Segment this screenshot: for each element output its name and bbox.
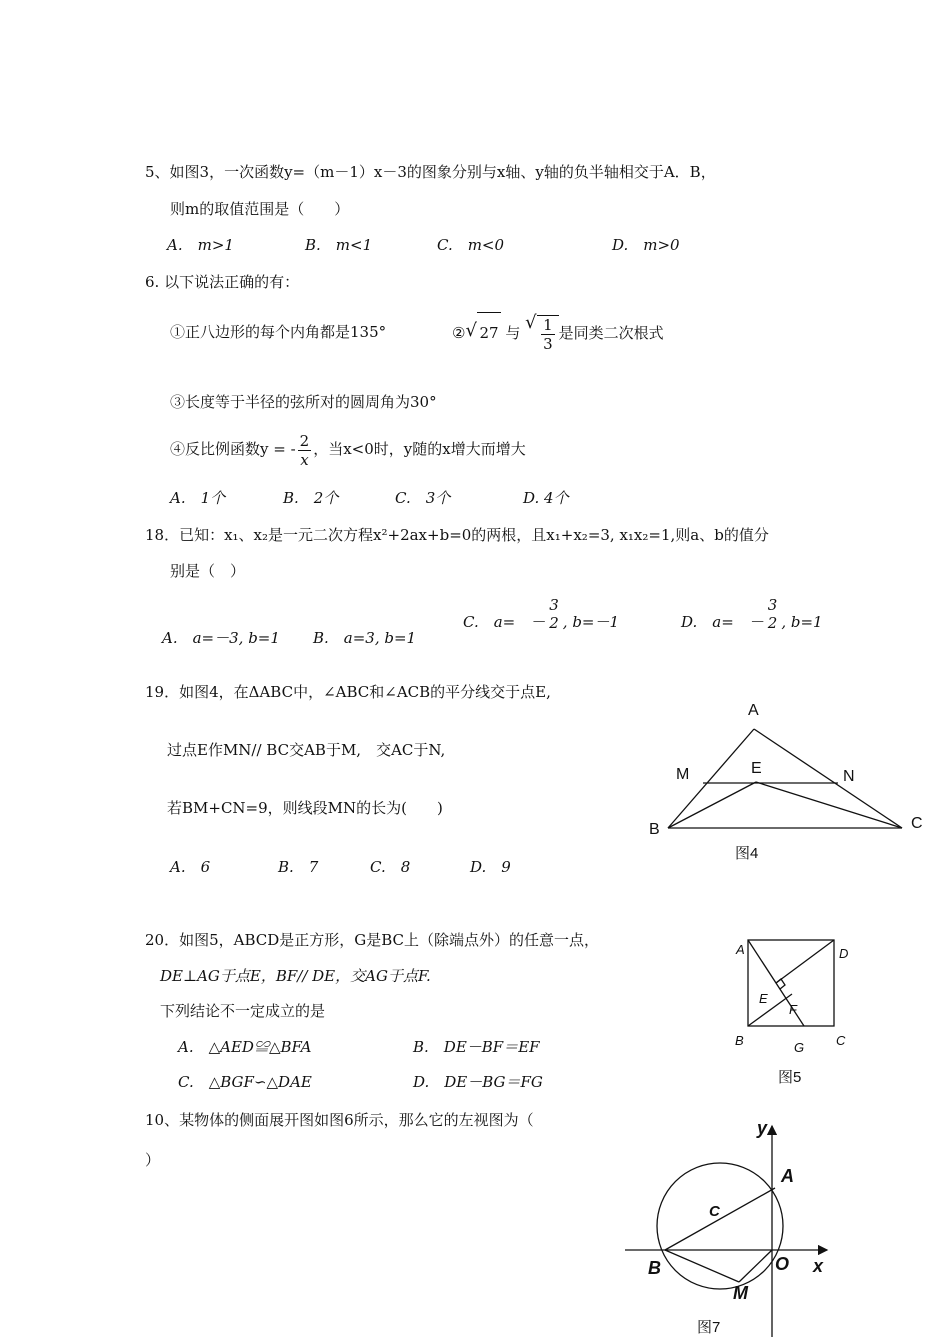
fig4-side-ac (754, 729, 902, 828)
q6-option-c: C. 3个 (395, 489, 451, 507)
fig7-label-x: x (813, 1256, 824, 1276)
figure-4 (640, 695, 930, 870)
figure-7 (615, 1112, 845, 1340)
fig5-caption: 图5 (778, 1069, 802, 1086)
fig4-label-a: A (748, 702, 759, 719)
q18-option-b: B. a=3, b=1 (313, 629, 417, 647)
fig7-segment-bm (665, 1250, 739, 1282)
q18-optd-num: 3 (767, 596, 778, 614)
q6-s4-suffix: ，当x<0时，y随的x增大而增大 (313, 440, 526, 458)
q19-option-b: B. 7 (278, 858, 319, 876)
fig4-caption: 图4 (735, 845, 759, 862)
q6-stem: 6. 以下说法正确的有： (145, 273, 300, 291)
q20-stem-line1: 20．如图5，ABCD是正方形，G是BC上（除端点外）的任意一点， (145, 931, 600, 949)
figure-5 (725, 930, 860, 1090)
q19-option-a: A. 6 (170, 858, 211, 876)
q20-option-a: A. △AED≌△BFA (178, 1038, 312, 1056)
q18-optc-prefix: C. a= － (463, 613, 546, 631)
fig4-label-m: M (676, 766, 690, 783)
q19-option-d: D. 9 (470, 858, 511, 876)
q5-option-a: A. m>1 (167, 236, 234, 254)
q18-option-c (463, 596, 619, 648)
q5-stem-line2: 则m的取值范围是（ ） (170, 200, 350, 218)
fig7-caption: 图7 (697, 1319, 721, 1336)
q18-optd-suffix: , b=1 (781, 613, 823, 631)
fig7-label-o: O (775, 1254, 790, 1274)
fig7-segment-mo (739, 1250, 772, 1282)
fig7-label-b: B (648, 1258, 661, 1278)
fig5-label-f: F (789, 1002, 797, 1017)
q18-optc-suffix: , b=－1 (562, 613, 620, 631)
q10-stem-line2: ） (145, 1151, 161, 1169)
fig4-bisector-be (668, 782, 756, 828)
q6-s2-prefix: ② (452, 324, 466, 342)
q6-s4-prefix: ④反比例函数y = - (170, 440, 296, 458)
q19-stem-line3: 若BM+CN=9，则线段MN的长为( ) (167, 799, 443, 817)
q18-option-d (681, 596, 823, 648)
q18-stem-line1: 18．已知：x₁、x₂是一元二次方程x²+2ax+b=0的两根，且x₁+x₂=3, x₁x₂=1,则a、b的值分 (145, 526, 769, 544)
fig5-label-e: E (759, 991, 768, 1006)
q5-option-b: B. m<1 (305, 236, 373, 254)
q18-optd-prefix: D. a= － (681, 613, 764, 631)
fig4-label-n: N (843, 768, 855, 785)
q6-s2-mid: 与 (505, 324, 521, 342)
fig5-segment-de (776, 940, 834, 983)
q6-s2-suffix: 是同类二次根式 (558, 324, 664, 342)
fig7-label-m: M (733, 1283, 748, 1303)
q6-s2-frac-num: √ 1 (543, 315, 553, 334)
q18-optc-num: 3 (549, 596, 559, 614)
fig7-circle-c (657, 1163, 783, 1289)
q6-statement-3: ③长度等于半径的弦所对的圆周角为30° (170, 393, 437, 411)
fig5-label-g: G (794, 1040, 805, 1055)
fig5-label-d: D (839, 946, 849, 961)
fig5-segment-bf (748, 994, 792, 1026)
q18-option-a: A. a=－3, b=1 (162, 629, 280, 647)
q19-stem-line2: 过点E作MN// BC交AB于M, 交AC于N, (167, 741, 446, 759)
q20-option-b: B. DE－BF＝EF (413, 1038, 540, 1056)
q18-stem-line2: 别是（ ） (170, 562, 246, 580)
q5-option-d: D. m>0 (612, 236, 680, 254)
q6-s2-sqrt: √ 27 (477, 312, 500, 353)
q6-s4-frac-den: x (300, 450, 309, 469)
q20-option-c: C. △BGF∽△DAE (178, 1073, 312, 1091)
q6-option-d: D. 4个 (523, 489, 569, 507)
q6-s4-frac-num: 2 (299, 431, 310, 450)
fig5-label-c: C (836, 1033, 846, 1048)
q6-s2-sqrt-frac (537, 315, 559, 353)
fig4-label-b: B (649, 821, 660, 838)
q18-optd-den: 2 (767, 614, 778, 632)
q10-stem-line1: 10、某物体的侧面展开图如图6所示，那么它的左视图为（ (145, 1111, 534, 1129)
q5-option-c: C. m<0 (437, 236, 505, 254)
q5-stem-line1: 5、如图3，一次函数y=（m－1）x－3的图象分别与x轴、y轴的负半轴相交于A．B， (145, 163, 716, 181)
q20-stem-line2: DE⊥AG于点E，BF// DE，交AG于点F. (160, 967, 431, 985)
fig5-label-a: A (736, 942, 745, 957)
q18-optc-den: 2 (549, 614, 559, 632)
q6-statement-1: ①正八边形的每个内角都是135° (170, 323, 387, 341)
fig7-label-c: C (709, 1203, 720, 1220)
q6-option-a: A. 1个 (170, 489, 226, 507)
fig7-diameter-ba (665, 1188, 775, 1250)
q19-option-c: C. 8 (370, 858, 411, 876)
fig7-label-y: y (757, 1118, 768, 1138)
fig4-bisector-ce (756, 782, 902, 828)
fig4-label-c: C (911, 815, 923, 832)
fig5-label-b: B (735, 1033, 744, 1048)
q6-option-b: B. 2个 (283, 489, 339, 507)
q19-stem-line1: 19．如图4，在ΔABC中，∠ABC和∠ACB的平分线交于点E, (145, 683, 551, 701)
q6-statement-2 (452, 312, 664, 353)
fig7-label-a: A (781, 1166, 794, 1186)
q20-option-d: D. DE－BG＝FG (413, 1073, 543, 1091)
fig4-label-e: E (751, 760, 762, 777)
q20-stem-line3: 下列结论不一定成立的是 (160, 1002, 326, 1020)
q6-statement-4 (170, 425, 526, 473)
q6-s2-frac-den: 3 (543, 334, 553, 353)
